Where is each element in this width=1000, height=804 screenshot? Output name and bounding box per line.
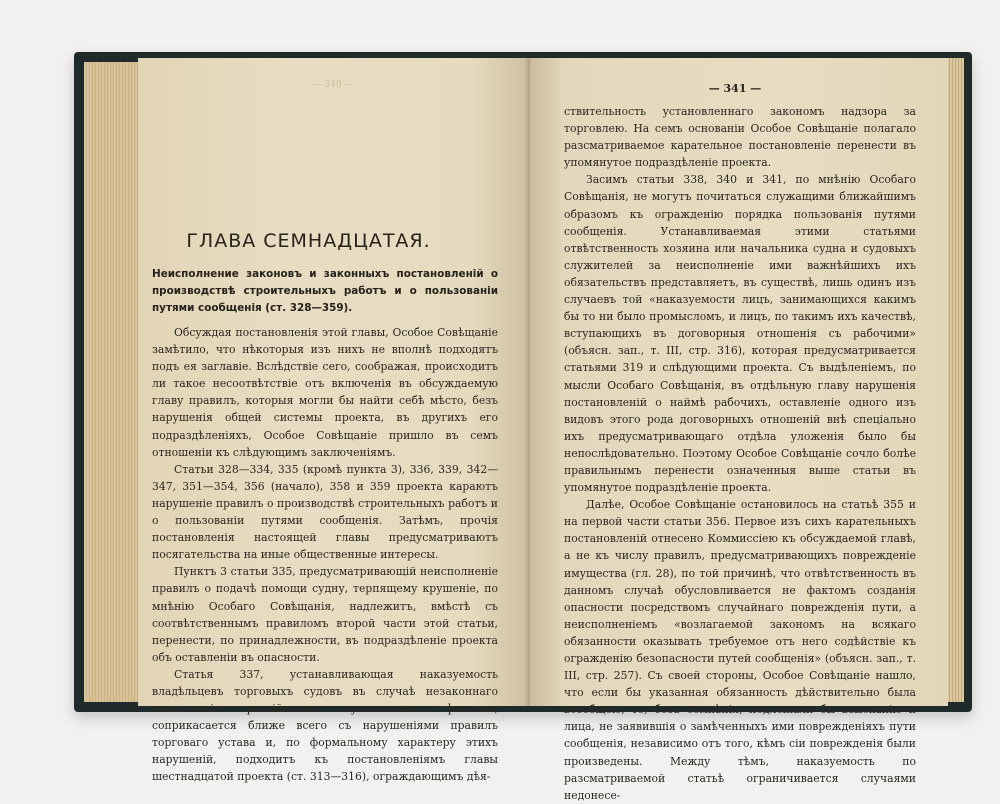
right-page-body [564,103,916,804]
page-number: — 341 — [708,82,762,95]
paragraph: Далѣе, Особое Совѣщаніе остановилось на статьѣ 355 и на первой части статьи 356. Первое изъ сихъ карательныхъ постановленій отнесено Коммиссіею къ обсуждаемой главѣ, а не къ числу правилъ, предусматривающихъ поврежденіе имущества (гл. 28), по той причинѣ, что отвѣтственность въ данномъ случаѣ обусловливается не фактомъ созданія опасности посредствомъ случайнаго поврежденія пути, а неисполненіемъ «возлагаемой закономъ на всякаго обязанности оказывать требуемое отъ него содѣйствіе къ огражденію безопасности путей сообщенія» (объясн. зап., т. III, стр. 257). Съ своей стороны, Особое Совѣщаніе нашло, что если бы указанная обязанность дѣйствительно была всеобщею, то, безъ сомнѣнія, подлежали бы взысканію и лица, не заявившія о замѣченныхъ ими поврежденіяхъ пути сообщенія, независимо отъ того, кѣмъ сіи поврежденія были произведены. Между тѣмъ, наказуемость по разсматриваемой статьѣ ограничивается случаями недонесе- [564,498,916,802]
paragraph: Статьи 328—334, 335 (кромѣ пункта 3), 336, 339, 342—347, 351—354, 356 (начало), 358 и 359 проекта караютъ нарушеніе правилъ о производствѣ строительныхъ работъ и о пользованіи путями сообщенія. Затѣмъ, прочія постановленія настоящей главы предусматриваютъ посягательства на иные общественные интересы. [152,462,498,562]
left-page-body [152,324,498,786]
bleed-through-header: — 340 — [312,80,354,90]
chapter-title: ГЛАВА СЕМНАДЦАТАЯ. [186,230,431,252]
chapter-subtitle: Неисполнение законовъ и законныхъ постановленій о производствѣ строительныхъ работъ и о пользованіи путями сообщенія (ст. 328—359). [152,268,498,314]
paragraph: Засимъ статьи 338, 340 и 341, по мнѣнію Особаго Совѣщанія, не могутъ почитаться служащими ближайшимъ образомъ къ огражденію порядка пользованія путями сообщенія. Устанавливаемая этими статьями отвѣтственность хозяина или начальника судна и судовыхъ служителей за неисполненіе ими важнѣйшихъ ихъ обязательствъ представляетъ, въ существѣ, лишь одинъ изъ случаевъ той «наказуемости лицъ, занимающихся какимъ бы то ни было промысломъ, и лицъ, по такимъ ихъ качествѣ, вступающихъ въ договорныя отношенія съ рабочими» (объясн. зап., т. III, стр. 316), которая предусматривается статьями 319 и слѣдующими проекта. Съ выдѣленіемъ, по мысли Особаго Совѣщанія, въ отдѣльную главу нарушенія постановленій о наймѣ рабочихъ, оставленіе одного изъ видовъ этого рода договорныхъ отношеній внѣ спеціально ихъ предусматривающаго отдѣла уложенія было бы непослѣдовательно. Поэтому Особое Совѣщаніе сочло болѣе правильнымъ перенести означенныя выше статьи въ упомянутое подраздѣленіе проекта. [564,173,916,495]
right-page [530,58,948,802]
continued-paragraph: ствительность установленнаго закономъ надзора за торговлею. На семъ основаніи Особое Совѣщаніе полагало разсматриваемое карательное постановленіе перенести въ упомянутое подраздѣленіе проекта. [564,105,916,170]
paragraph: Обсуждая постановленія этой главы, Особое Совѣщаніе замѣтило, что нѣкоторыя изъ нихъ не вполнѣ подходятъ подъ ея заглавіе. Вслѣдствіе сего, соображая, происходитъ ли такое несоотвѣтствіе отъ включенія въ обсуждаемую главу правилъ, которыя могли бы найти себѣ мѣсто, безъ нарушенія общей системы проекта, въ другихъ его подраздѣленіяхъ, Особое Совѣщаніе пришло въ семъ отношеніи къ слѣдующимъ заключеніямъ. [152,326,498,459]
left-page-edges [84,62,146,702]
left-page [138,58,530,784]
paragraph: Статья 337, устанавливающая наказуемость владѣльцевъ торговыхъ судовъ въ случаѣ незаконнаго пользованія россійскимъ купеческимъ флагомъ, соприкасается ближе всего съ нарушеніями правилъ торговаго устава и, по формальному характеру этихъ нарушеній, подходитъ къ постановленіямъ главы шестнадцатой проекта (ст. 313—316), ограждающимъ дѣя- [152,667,498,784]
paragraph: Пунктъ 3 статьи 335, предусматривающій неисполненіе правилъ о подачѣ помощи судну, терпящему крушеніе, по мнѣнію Особаго Совѣщанія, надлежитъ, вмѣстѣ съ соотвѣтственнымъ правиломъ второй части этой статьи, перенести, по принадлежности, въ подраздѣленіе проекта объ оставленіи въ опасности. [152,565,498,664]
